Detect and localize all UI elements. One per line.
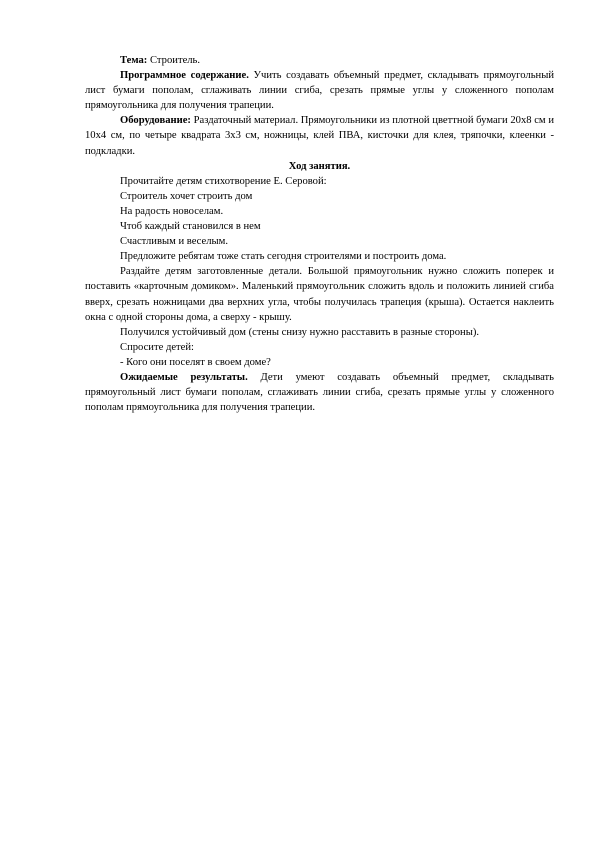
- poem-line: Счастливым и веселым.: [120, 236, 228, 248]
- lesson-document: [85, 53, 554, 415]
- poem-line: На радость новоселам.: [120, 205, 224, 217]
- expected-label: Ожидаемые результаты.: [120, 371, 248, 383]
- result-house-text: Получился устойчивый дом (стены снизу нужно расставить в разные стороны).: [120, 326, 479, 338]
- poem-line: Чтоб каждый становился в нем: [120, 221, 261, 233]
- expected-text: Дети умеют создавать объемный предмет, складывать прямоугольный лист бумаги пополам, сглаживать линии сгиба, срезать прямые углы у сложенного пополам прямоугольника для получения трапеции.: [85, 371, 554, 414]
- question-text: - Кого они поселят в своем доме?: [120, 356, 271, 368]
- poem-line: Строитель хочет строить дом: [120, 190, 253, 202]
- program-text: Учить создавать объемный предмет, складывать прямоугольный лист бумаги пополам, сглаживать линии сгиба, срезать прямые углы у сложенного пополам прямоугольника для получения трапеции.: [85, 70, 554, 112]
- equipment-text: Раздаточный материал. Прямоугольники из плотной цветтной бумаги 20х8 см и 10х4 см, по четыре квадрата 3х3 см, ножницы, клей ПВА, кисточки для клея, тряпочки, клеенки - подкладки.: [85, 115, 554, 157]
- topic-paragraph: [85, 53, 554, 68]
- instructions-paragraph: Раздайте детям заготовленные детали. Большой прямоугольник нужно сложить поперек и поставить «карточным домиком». Маленький прямоугольник сложить вдоль и положить линией сгиба вверх, срезать ножницами два верхних угла, чтобы получилась трапеция (крыша). Остается наклеить окна с одной стороны дома, а сверху - крышу.: [85, 266, 554, 323]
- poem-intro: Прочитайте детям стихотворение Е. Серовой:: [120, 175, 327, 187]
- equipment-label: Оборудование:: [120, 115, 191, 127]
- lesson-heading: Ход занятия.: [288, 160, 351, 172]
- program-paragraph: [85, 68, 554, 113]
- expected-paragraph: [85, 370, 554, 415]
- program-label: Программное содержание.: [120, 70, 249, 82]
- ask-text: Спросите детей:: [120, 341, 194, 353]
- proposal-text: Предложите ребятам тоже стать сегодня строителями и построить дома.: [120, 251, 447, 263]
- topic-text: Строитель.: [147, 55, 201, 66]
- topic-label: Тема:: [120, 55, 148, 66]
- equipment-paragraph: [85, 113, 554, 158]
